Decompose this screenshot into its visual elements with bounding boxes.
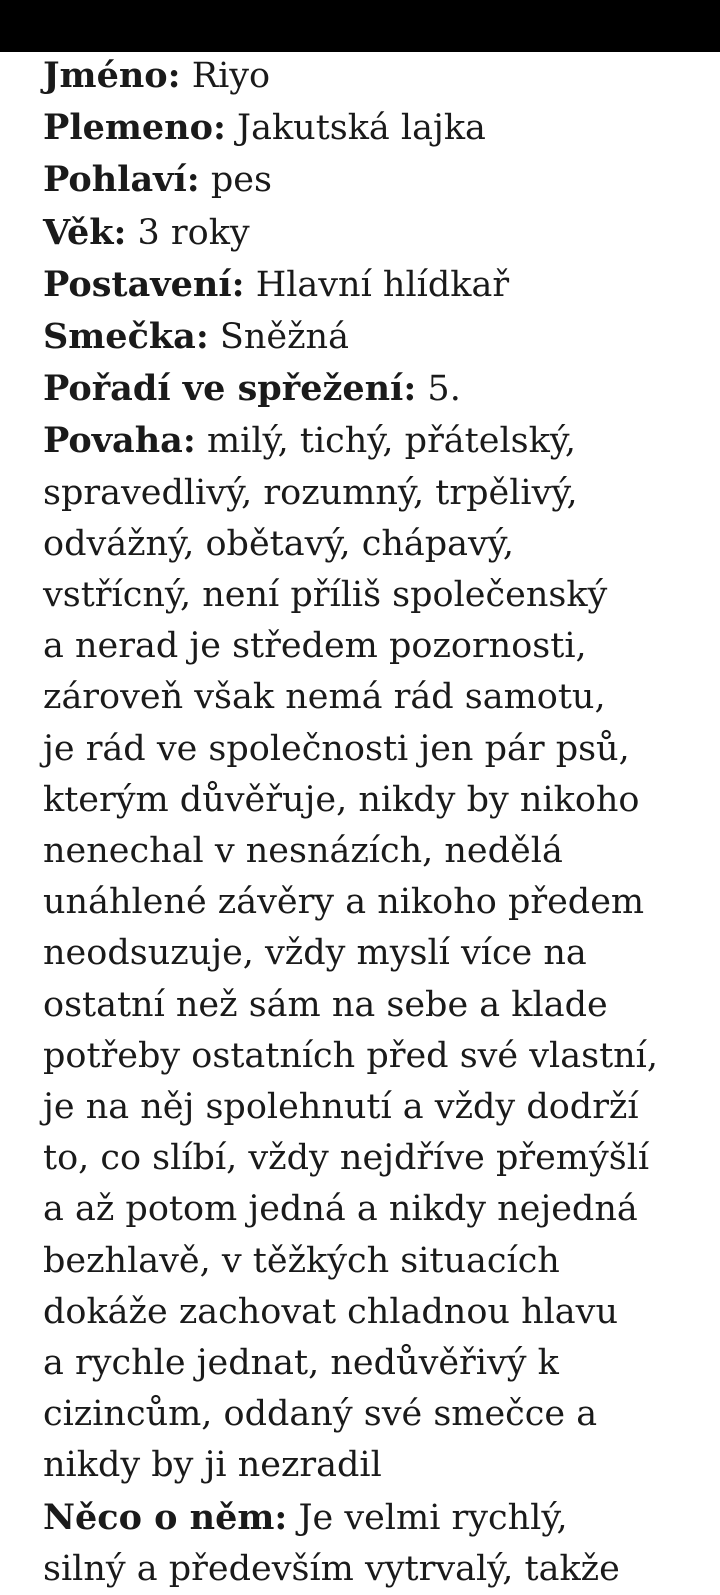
povaha-line: kterým důvěřuje, nikdy by nikoho [43,779,640,820]
field-value: pes [210,160,272,201]
povaha-line: a až potom jedná a nikdy nejedná [43,1189,638,1230]
povaha-line: a nerad je středem pozornosti, [43,626,587,667]
povaha-line: je na něj spolehnutí a vždy dodrží [43,1087,639,1128]
field-label: Jméno: [43,55,181,96]
field-label: Postavení: [43,263,245,305]
field-postaveni [43,259,703,311]
field-smecka [43,311,703,363]
field-label: Něco o něm: [43,1496,288,1538]
field-jmeno [43,50,703,102]
povaha-line: spravedlivý, rozumný, trpělivý, [43,472,578,513]
povaha-line: unáhlené závěry a nikoho předem [43,882,645,923]
povaha-line: cizincům, oddaný své smečce a [43,1394,598,1435]
povaha-line: vstřícný, není příliš společenský [43,575,608,616]
field-value: Hlavní hlídkař [255,264,510,305]
povaha-line: dokáže zachovat chladnou hlavu [43,1291,618,1332]
neco-o-nem-line: Je velmi rychlý, [298,1497,568,1538]
povaha-line: to, co slíbí, vždy nejdříve přemýšlí [43,1138,650,1179]
profile-text [43,50,703,1595]
field-poradi [43,363,703,415]
field-neco-o-nem [43,1492,703,1595]
field-label: Plemeno: [43,107,226,149]
field-pohlavi [43,154,703,206]
povaha-line: nikdy by ji nezradil [43,1445,382,1486]
field-label: Pohlaví: [43,159,200,201]
povaha-line: bezhlavě, v těžkých situacích [43,1240,560,1281]
neco-o-nem-line: silný a především vytrvalý, takže [43,1548,620,1589]
povaha-line: je rád ve společnosti jen pár psů, [43,728,630,769]
povaha-line: neodsuzuje, vždy myslí více na [43,933,587,974]
povaha-line: milý, tichý, přátelský, [206,421,577,462]
povaha-line: a rychle jednat, nedůvěřivý k [43,1343,559,1384]
field-label: Povaha: [43,420,196,462]
povaha-line: potřeby ostatních před své vlastní, [43,1035,658,1076]
povaha-line: nenechal v nesnázích, nedělá [43,831,563,872]
field-value: Sněžná [219,317,349,358]
field-povaha [43,415,703,1491]
povaha-line: ostatní než sám na sebe a klade [43,984,608,1025]
povaha-line: zároveň však nemá rád samotu, [43,677,606,718]
field-plemeno [43,102,703,154]
field-value: Riyo [191,56,271,96]
field-label: Smečka: [43,316,209,358]
field-vek [43,207,703,259]
field-value: Jakutská lajka [237,108,486,149]
field-value: 3 roky [137,212,250,253]
field-label: Věk: [43,211,127,253]
povaha-line: odvážný, obětavý, chápavý, [43,523,515,564]
top-status-bar [0,0,720,52]
field-value: 5. [427,369,461,410]
field-label: Pořadí ve spřežení: [43,368,417,410]
